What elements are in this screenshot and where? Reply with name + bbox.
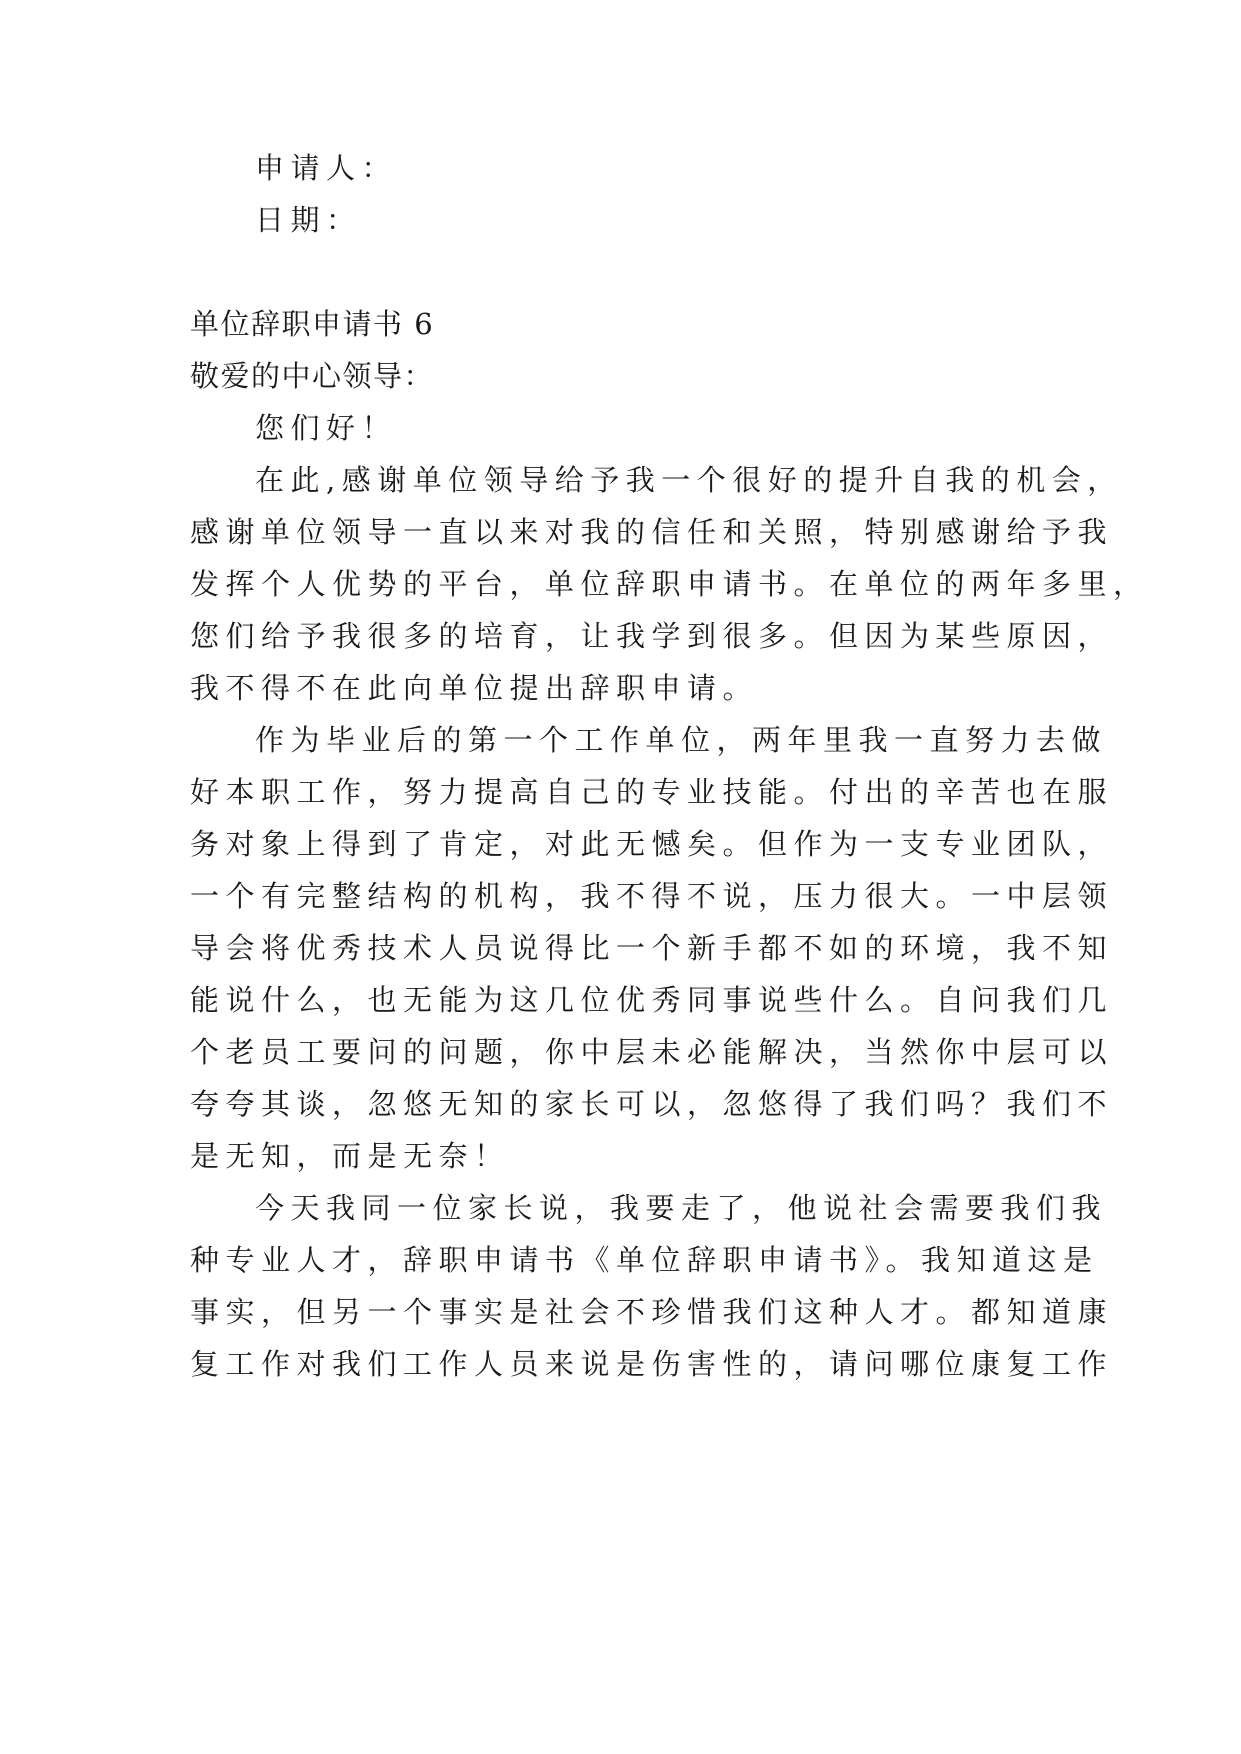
- paragraph-line: 是无知，而是无奈！: [190, 1139, 510, 1173]
- salutation: 敬爱的中心领导：: [190, 359, 435, 393]
- applicant-label: 申请人：: [255, 151, 398, 185]
- paragraph-line: 务对象上得到了肯定，对此无憾矣。但作为一支专业团队，: [190, 827, 1114, 861]
- date-label: 日期：: [255, 203, 362, 237]
- paragraph-line: 我不得不在此向单位提出辞职申请。: [190, 671, 759, 705]
- paragraph-line: 导会将优秀技术人员说得比一个新手都不如的环境，我不知: [190, 931, 1114, 965]
- paragraph-line: 在此,感谢单位领导给予我一个很好的提升自我的机会，: [255, 463, 1123, 497]
- paragraph-line: 复工作对我们工作人员来说是伤害性的，请问哪位康复工作: [190, 1347, 1114, 1381]
- paragraph-line: 种专业人才，辞职申请书《单位辞职申请书》。我知道这是: [190, 1243, 1099, 1277]
- paragraph-line: 作为毕业后的第一个工作单位，两年里我一直努力去做: [255, 723, 1108, 757]
- paragraph-line: 感谢单位领导一直以来对我的信任和关照，特别感谢给予我: [190, 515, 1114, 549]
- paragraph-line: 夸夸其谈，忽悠无知的家长可以，忽悠得了我们吗？我们不: [190, 1087, 1114, 1121]
- paragraph-line: 您们给予我很多的培育，让我学到很多。但因为某些原因，: [190, 619, 1114, 653]
- paragraph-line: 发挥个人优势的平台，单位辞职申请书。在单位的两年多里，: [190, 567, 1149, 601]
- greeting: 您们好！: [255, 411, 398, 445]
- paragraph-line: 事实，但另一个事实是社会不珍惜我们这种人才。都知道康: [190, 1295, 1114, 1329]
- paragraph-line: 个老员工要问的问题，你中层未必能解决，当然你中层可以: [190, 1035, 1114, 1069]
- paragraph-line: 今天我同一位家长说，我要走了，他说社会需要我们我: [255, 1191, 1108, 1225]
- paragraph-line: 好本职工作，努力提高自己的专业技能。付出的辛苦也在服: [190, 775, 1114, 809]
- paragraph-line: 能说什么，也无能为这几位优秀同事说些什么。自问我们几: [190, 983, 1114, 1017]
- letter-title: 单位辞职申请书 6: [190, 307, 435, 341]
- paragraph-line: 一个有完整结构的机构，我不得不说，压力很大。一中层领: [190, 879, 1114, 913]
